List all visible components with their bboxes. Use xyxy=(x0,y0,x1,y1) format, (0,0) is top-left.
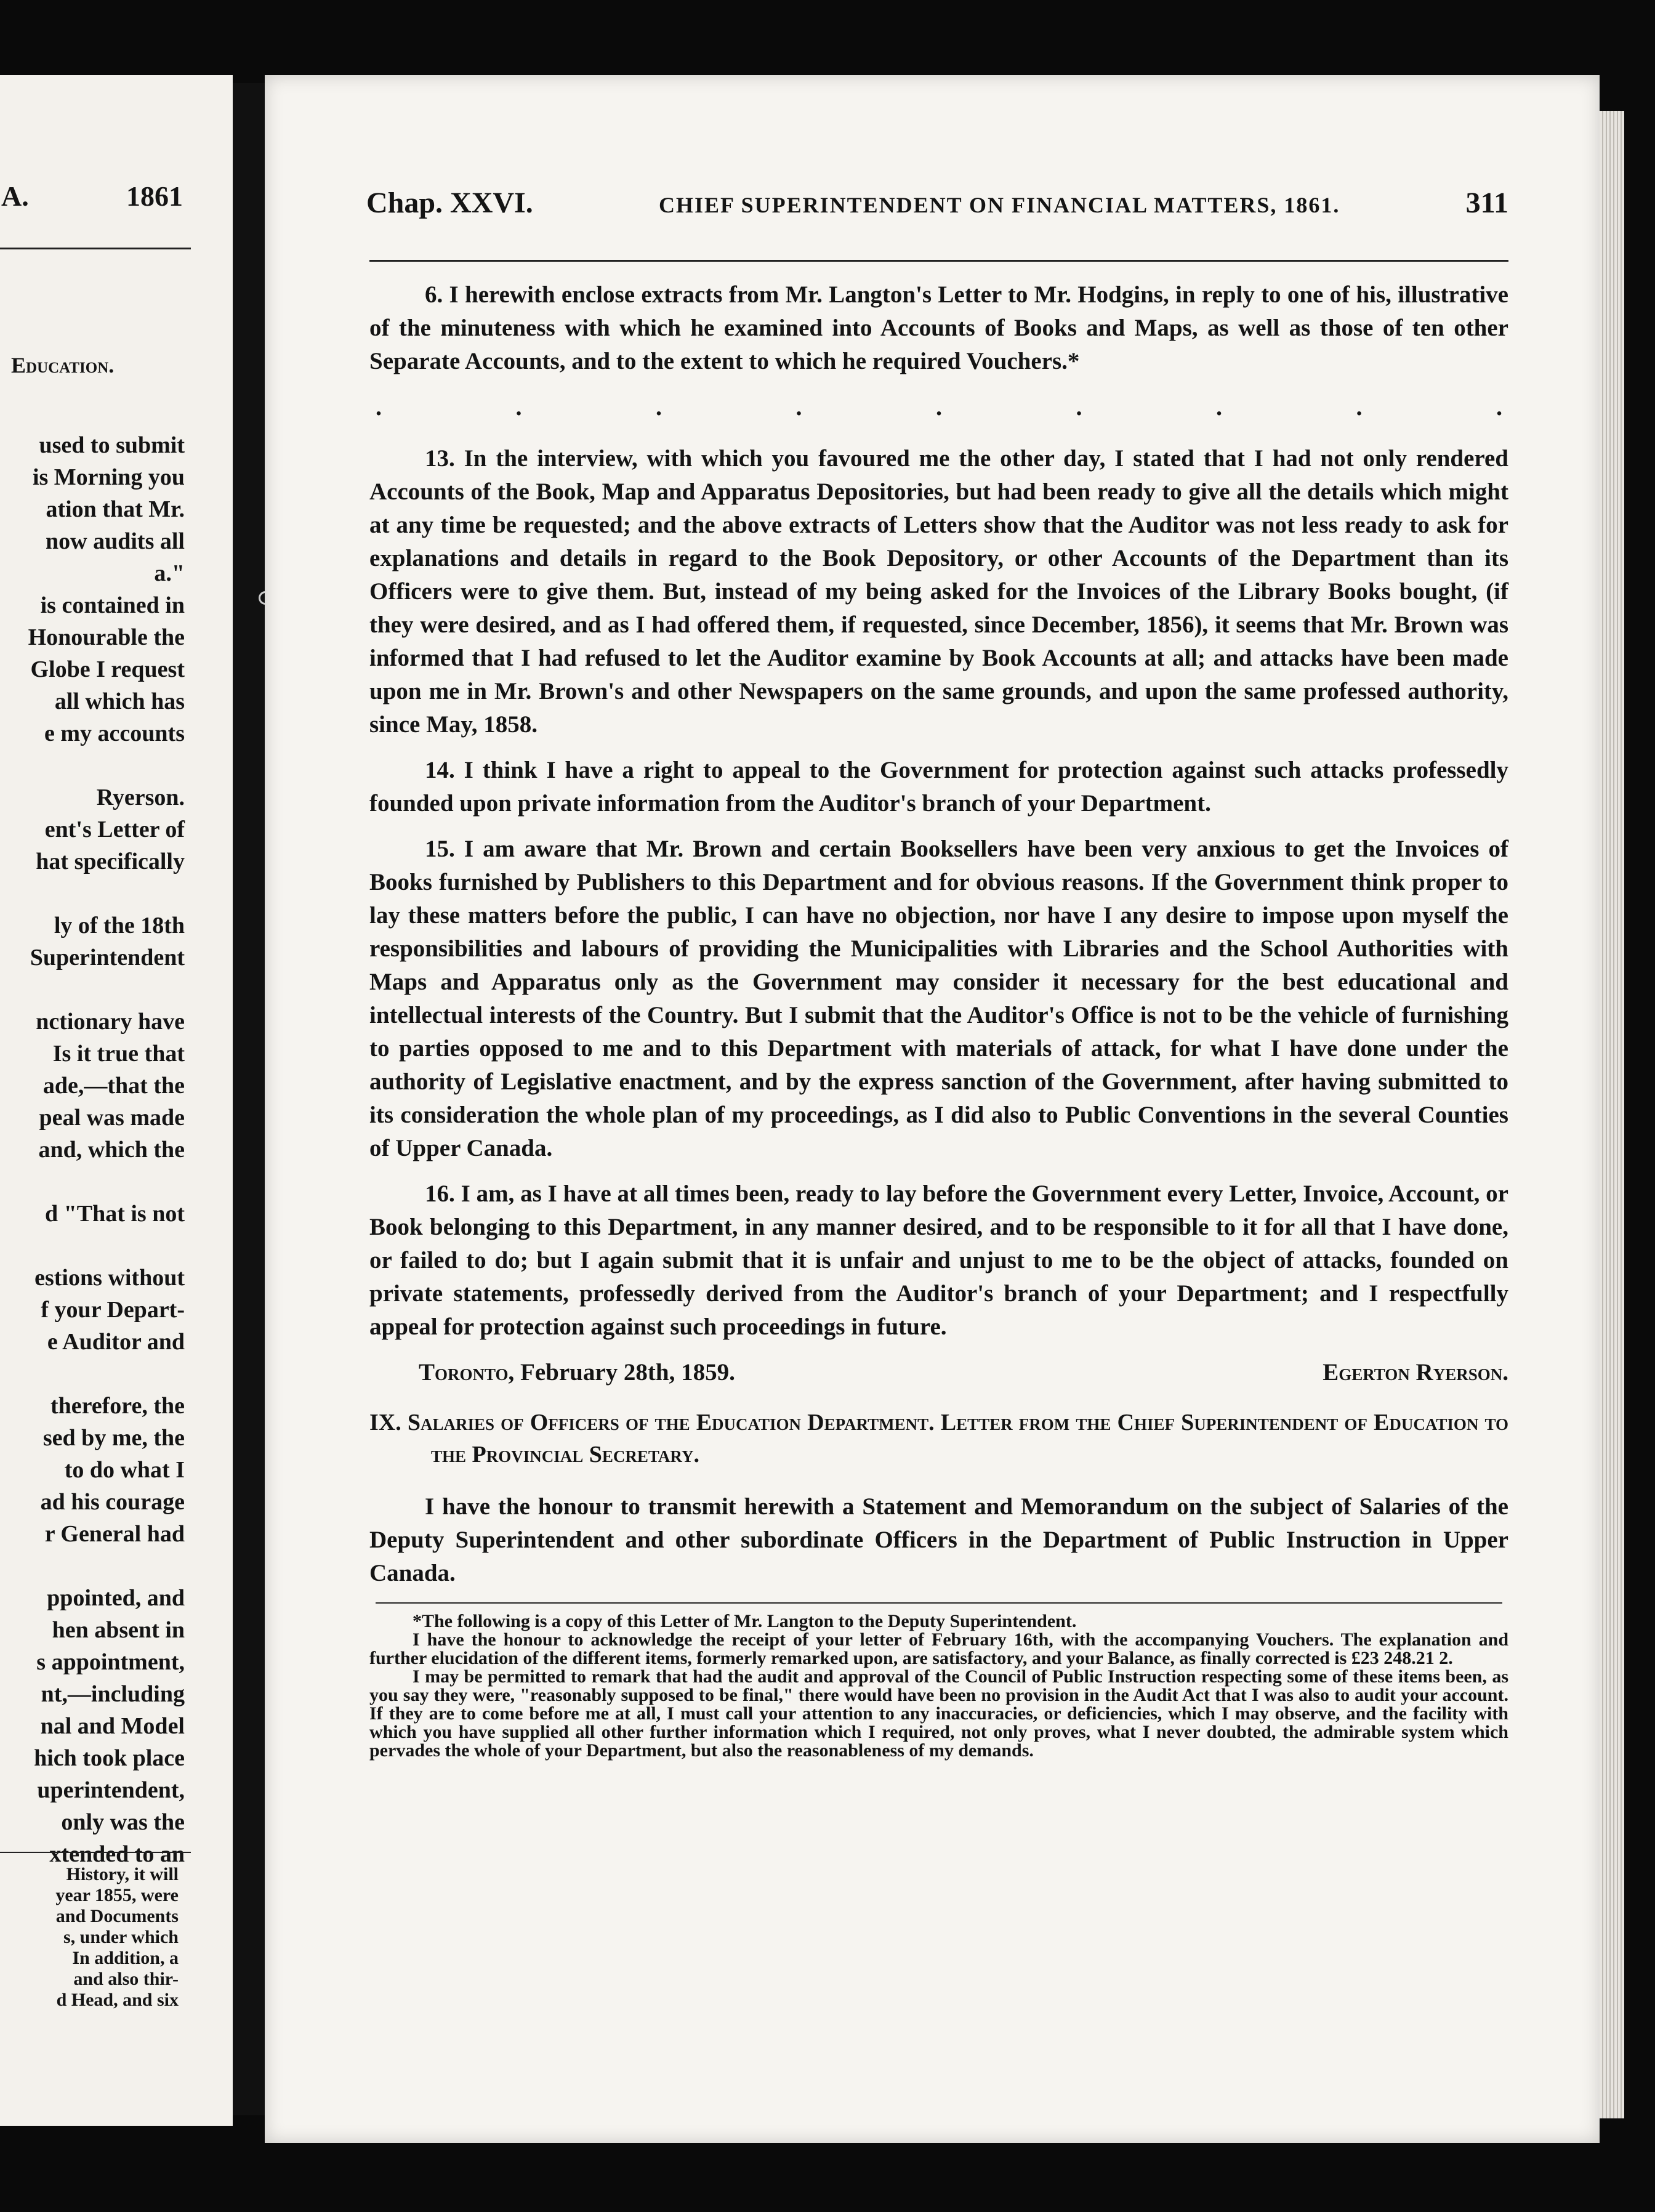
paragraph-15: 15. I am aware that Mr. Brown and certain Booksellers have been very anxious to get the Invoices of Books furnished by Publishers to this Department and for obvious reasons. If the Government think proper to lay these matters before the public, I can have no objection, nor have I any desire to impose upon myself the responsibilities and labours of providing the Municipalities with Libraries and the School Authorities with Maps and Apparatus only as the Government may consider it necessary for the best educational and intellectual interests of the Country. But I submit that the Auditor's Office is not to be the vehicle of furnishing to parties opposed to me and to this Department with materials of attack, for what I have done under the authority of Legislative enactment, and by the express sanction of the Government, after having submitted to its consideration the whole plan of my proceedings, as I did also to Public Conventions in the several Counties of Upper Canada. xyxy=(369,836,1508,1161)
left-page-line: ly of the 18th xyxy=(54,913,185,938)
left-page-line: ent's Letter of xyxy=(44,817,185,842)
left-page-footnote-rule xyxy=(0,1852,191,1853)
left-page-line: estions without xyxy=(34,1265,185,1291)
left-page-line: now audits all xyxy=(46,528,185,554)
left-page-line: Superintendent xyxy=(30,945,185,971)
left-page-line: to do what I xyxy=(64,1457,185,1483)
left-page-line xyxy=(0,878,185,910)
date: , February 28th, 1859. xyxy=(508,1359,735,1386)
left-page-section-word: Education. xyxy=(11,353,115,377)
left-page-line: ade,—that the xyxy=(42,1073,185,1099)
left-page-line: xtended to an xyxy=(49,1841,185,1867)
left-page-line: nt,—including xyxy=(41,1681,185,1707)
main-page xyxy=(265,75,1600,2143)
left-page-line: ation that Mr. xyxy=(46,496,185,522)
left-page-line: Honourable the xyxy=(28,624,185,650)
left-page-footnote xyxy=(0,1864,179,2011)
left-page-line: e Auditor and xyxy=(47,1329,185,1355)
left-page-line: ppointed, and xyxy=(47,1585,185,1611)
ellipsis-dots: . . . . . . . . . xyxy=(376,393,1502,421)
left-page-line: is Morning you xyxy=(32,464,185,490)
dateline xyxy=(369,1356,1508,1389)
left-page-footnote-line: In addition, a xyxy=(72,1948,179,1968)
left-page-footnote-line: year 1855, were xyxy=(55,1885,179,1905)
body-text xyxy=(369,278,1508,1760)
left-page-line: f your Depart- xyxy=(41,1297,185,1323)
left-page-line: Globe I request xyxy=(30,656,185,682)
left-facing-page xyxy=(0,75,233,2126)
left-page-line: d "That is not xyxy=(45,1201,185,1227)
left-page-line xyxy=(0,1230,185,1262)
paragraph-final: I have the honour to transmit herewith a Statement and Memorandum on the subject of Salaries of the Deputy Superintendent and other subordinate Officers in the Department of Public Instruction in Upper Canada. xyxy=(369,1493,1508,1586)
left-page-line: hat specifically xyxy=(36,849,185,874)
paragraph-13: 13. In the interview, with which you favoured me the other day, I stated that I had not only rendered Accounts of the Book, Map and Apparatus Depositories, but had been ready to give all the details which might at any time be requested; and the above extracts of Letters show that the Auditor was not less ready to ask for explanations and details in regard to the Book Depository, or other Accounts of the Department than its Officers were to give them. But, instead of my being asked for the Invoices of the Library Books bought, (if they were desired, and as I had offered them, if requested, since December, 1856), it seems that Mr. Brown was informed that I had refused to let the Auditor examine by Book Accounts at all; and attacks have been made upon me in Mr. Brown's and other Newspapers on the same grounds, and upon the same professed authority, since May, 1858. xyxy=(369,445,1508,738)
left-page-line: only was the xyxy=(61,1809,185,1835)
signature: Egerton Ryerson. xyxy=(1323,1359,1508,1386)
left-page-line: uperintendent, xyxy=(37,1777,185,1803)
left-page-footnote-line: and Documents xyxy=(55,1906,179,1926)
left-page-line: therefore, the xyxy=(50,1393,185,1419)
paragraph-14: 14. I think I have a right to appeal to the Government for protection against such attacks professedly founded upon private information from the Auditor's branch of your Department. xyxy=(369,757,1508,817)
left-page-line xyxy=(0,1166,185,1198)
left-page-line: e my accounts xyxy=(44,721,185,746)
footnote-paragraph-1: I have the honour to acknowledge the receipt of your letter of February 16th, with the accompanying Vouchers. The explanation and further elucidation of the different items, formerly remarked upon, are satisfactory, and your Balance, as finally corrected is £23 248.21 2. xyxy=(369,1629,1508,1668)
left-page-footnote-line: and also thir- xyxy=(73,1969,179,1989)
footnote-rule xyxy=(376,1602,1502,1604)
paragraph-16: 16. I am, as I have at all times been, ready to lay before the Government every Letter, Invoice, Account, or Book belonging to this Department, in any manner desired, and to be responsible to it for all that I have done, or failed to do; but I again submit that it is unfair and unjust to me to be the object of attacks, founded on private statements, professedly derived from the Auditor's branch of your Department; and I respectfully appeal for protection against such proceedings in future. xyxy=(369,1181,1508,1340)
left-page-line: sed by me, the xyxy=(42,1425,185,1451)
left-page-line xyxy=(0,1358,185,1390)
section-heading: IX. Salaries of Officers of the Education Department. Letter from the Chief Superintendent of Education to the Provincial Secretary. xyxy=(369,1410,1508,1467)
left-page-line: peal was made xyxy=(39,1105,185,1131)
footnote xyxy=(369,1612,1508,1760)
running-title: CHIEF SUPERINTENDENT ON FINANCIAL MATTERS, 1861. xyxy=(658,193,1340,217)
left-page-line: hen absent in xyxy=(52,1617,185,1643)
running-header xyxy=(366,186,1508,220)
chapter-label: Chap. XXVI. xyxy=(366,187,533,219)
book-gutter xyxy=(233,83,265,2115)
left-page-line: r General had xyxy=(44,1521,185,1547)
left-page-line: nctionary have xyxy=(36,1009,185,1035)
left-page-header-fragment: A. xyxy=(1,180,29,212)
left-page-line: s appointment, xyxy=(36,1649,185,1675)
place: Toronto xyxy=(419,1359,509,1386)
left-page-line: and, which the xyxy=(38,1137,185,1163)
paragraph-6: 6. I herewith enclose extracts from Mr. Langton's Letter to Mr. Hodgins, in reply to one of his, illustrative of the minuteness with which he examined into Accounts of Books and Maps, as well as those of ten other Separate Accounts, and to the extent to which he required Vouchers.* xyxy=(369,281,1508,374)
page-number: 311 xyxy=(1465,187,1508,219)
left-page-footnote-line: d Head, and six xyxy=(56,1990,179,2010)
left-page-line: ad his courage xyxy=(40,1489,185,1515)
left-page-line: all which has xyxy=(54,688,185,714)
left-page-line: Ryerson. xyxy=(96,785,185,810)
page-edges xyxy=(1600,111,1624,2118)
left-page-footnote-line: History, it will xyxy=(66,1864,179,1884)
left-page-line: used to submit xyxy=(39,432,185,458)
left-page-line: Is it true that xyxy=(52,1041,185,1067)
left-page-line: nal and Model xyxy=(40,1713,185,1739)
left-page-line xyxy=(0,749,185,781)
footnote-intro: *The following is a copy of this Letter of Mr. Langton to the Deputy Superintendent. xyxy=(413,1611,1077,1631)
header-rule xyxy=(369,260,1508,262)
left-page-line xyxy=(0,974,185,1006)
place-date xyxy=(419,1356,735,1389)
left-page-text-column xyxy=(0,429,185,1870)
left-page-line: hich took place xyxy=(34,1745,185,1771)
left-page-line: is contained in xyxy=(40,592,185,618)
left-page-line xyxy=(0,1550,185,1582)
left-page-line: a." xyxy=(154,560,185,586)
left-page-header-rule xyxy=(0,248,191,249)
footnote-paragraph-2: I may be permitted to remark that had the audit and approval of the Council of Public Instruction respecting some of these items been, as you say they were, "reasonably supposed to be final," there would have been no provision in the Audit Act that I was also to audit your account. If they are to come before me at all, I must call your attention to any inaccuracies, or deficiencies, which I may observe, and the facility with which you have supplied all other further information which I required, not only proves, what I never doubted, the admirable system which pervades the whole of your Department, but also the reasonableness of my demands. xyxy=(369,1666,1508,1761)
left-page-number: 1861 xyxy=(126,180,183,212)
left-page-footnote-line: s, under which xyxy=(63,1927,179,1947)
